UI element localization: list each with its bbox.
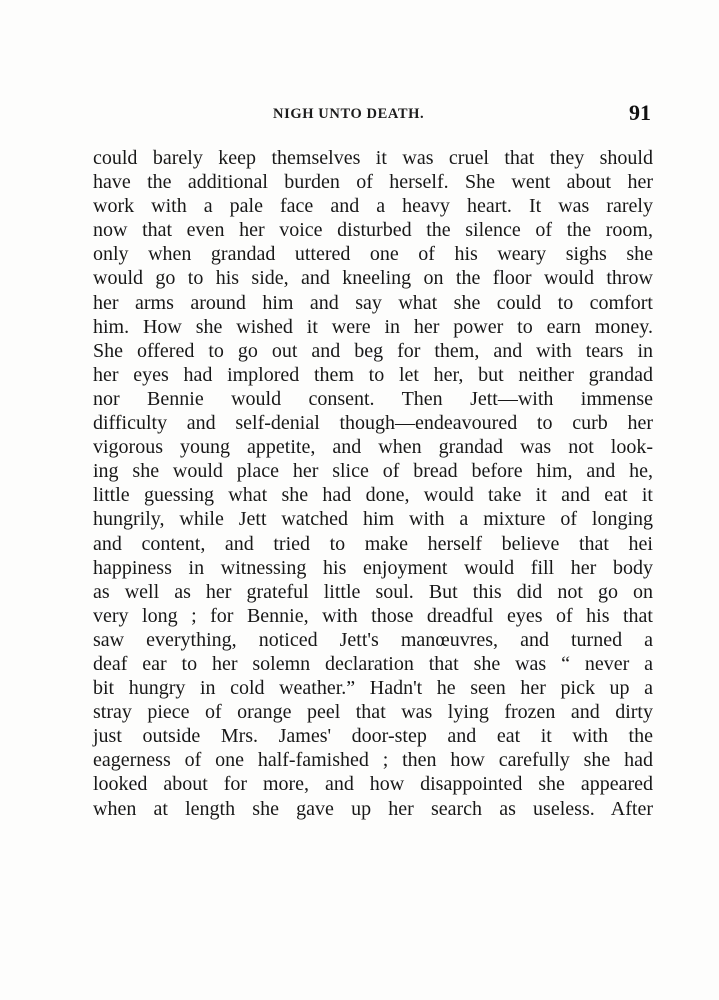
body-text [93,146,653,821]
text-line: work with a pale face and a heavy heart. It was rarely [93,195,653,218]
text-line: hungrily, while Jett watched him with a mixture of longing [93,508,653,531]
text-line: difficulty and self-denial though—endeavoured to curb her [93,412,653,435]
text-line: ing she would place her slice of bread before him, and he, [93,460,653,483]
text-line: happiness in witnessing his enjoyment would fill her body [93,556,653,579]
text-line: her eyes had implored them to let her, but neither grandad [93,363,653,386]
text-line: her arms around him and say what she could to comfort [93,291,653,314]
text-line: when at length she gave up her search as useless. After [93,797,653,820]
page-header [93,100,653,130]
text-line: stray piece of orange peel that was lying frozen and dirty [93,701,653,724]
text-line: saw everything, noticed Jett's manœuvres, and turned a [93,628,653,651]
text-line: vigorous young appetite, and when grandad was not look- [93,436,653,459]
text-line: little guessing what she had done, would take it and eat it [93,484,653,507]
text-line: only when grandad uttered one of his weary sighs she [93,243,653,266]
text-line: nor Bennie would consent. Then Jett—with immense [93,387,653,410]
text-line: as well as her grateful little soul. But this did not go on [93,580,653,603]
text-line: could barely keep themselves it was cruel that they should [93,147,653,169]
text-line: She offered to go out and beg for them, and with tears in [93,339,653,362]
text-line: now that even her voice disturbed the silence of the room, [93,219,653,242]
text-line: eagerness of one half-famished ; then how carefully she had [93,749,653,772]
running-head: NIGH UNTO DEATH. [273,106,425,122]
text-line: have the additional burden of herself. She went about her [93,171,653,194]
page-number: 91 [629,100,651,125]
text-line: would go to his side, and kneeling on the floor would throw [93,267,653,290]
text-line: just outside Mrs. James' door-step and eat it with the [93,725,653,748]
text-line: bit hungry in cold weather.” Hadn't he seen her pick up a [93,677,653,700]
text-line: and content, and tried to make herself believe that hei [93,532,653,555]
text-line: him. How she wished it were in her power to earn money. [93,315,653,338]
text-line: very long ; for Bennie, with those dreadful eyes of his that [93,604,653,627]
text-line: looked about for more, and how disappointed she appeared [93,773,653,796]
text-line: deaf ear to her solemn declaration that she was “ never a [93,652,653,675]
